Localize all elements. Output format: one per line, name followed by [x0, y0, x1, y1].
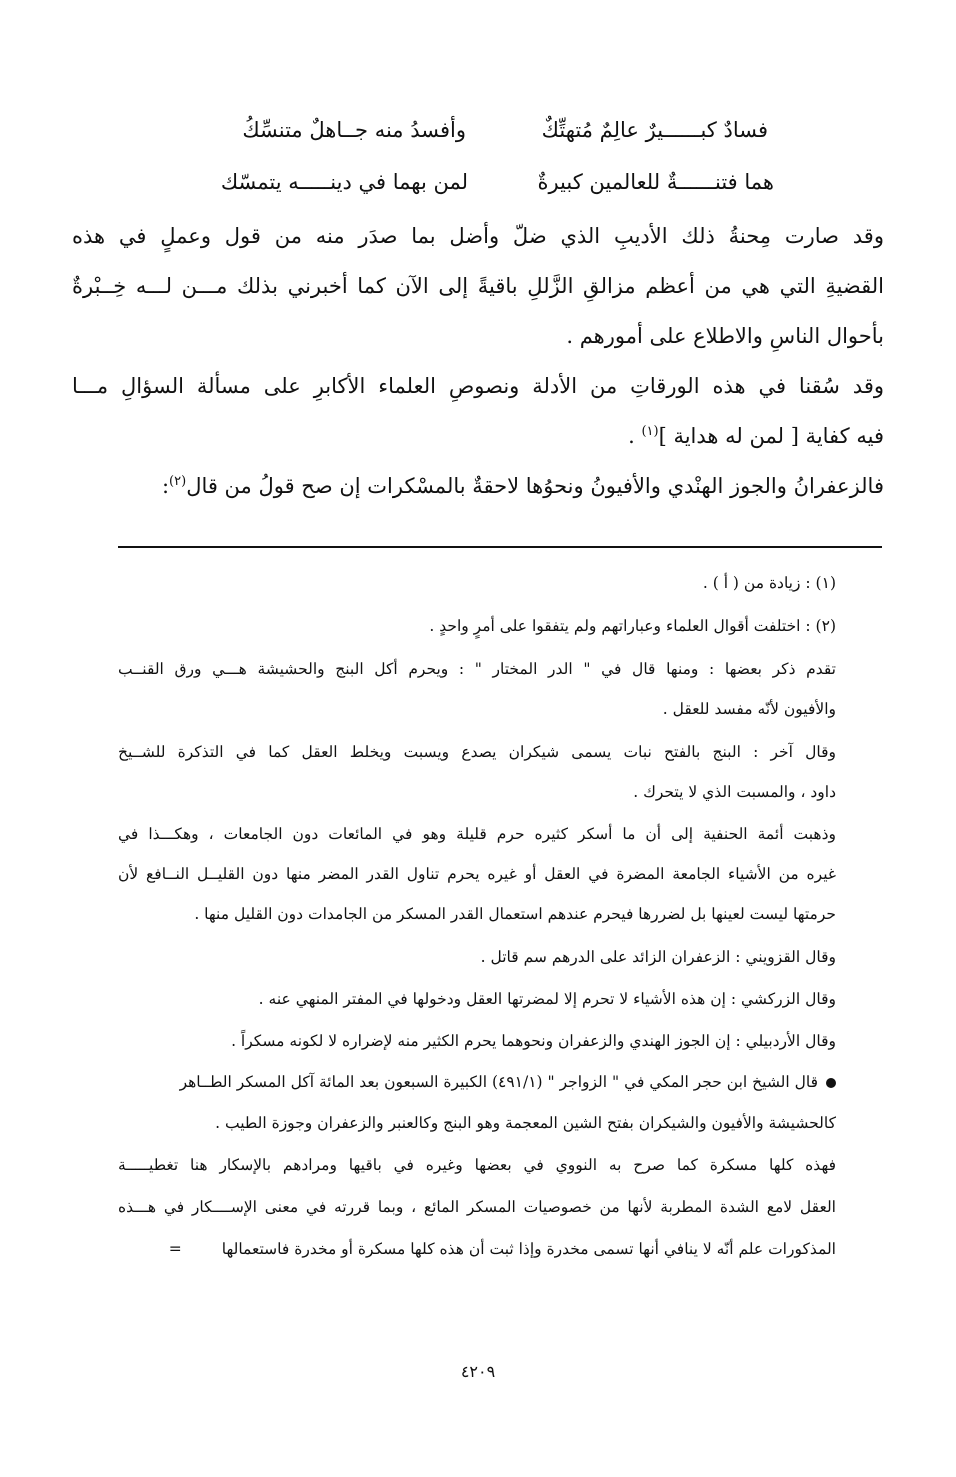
footnote-ref-2: (٢) [169, 474, 187, 489]
body-line-1: وقد صارت مِحنةُ ذلك الأديبِ الذي ضلّ وأضل بما صدَر منه من قول وعملٍ في هذه [72, 224, 884, 248]
body-line-3: بأحوال الناسِ والاطلاع على أمورهم . [566, 324, 884, 348]
bullet-icon [826, 1078, 836, 1088]
body-line-5 [72, 424, 884, 448]
body-line-6 [72, 474, 884, 498]
footnote-line: وذهبت أئمة الحنفية إلى أن ما أسكر كثيره حرم قليلة وهو في المائعات دون الجامعات ، وهكـــذا في [118, 825, 836, 843]
verse-1-second-hemistich: وأفسدُ منه جــاهلٌ متنسِّكُ [242, 118, 466, 142]
continuation-mark: = [168, 1240, 182, 1258]
footnote-ref-1: (١) [641, 424, 659, 439]
footnote-bullet-line [118, 1073, 836, 1091]
footnote-line: وقال الأردبيلي : إن الجوز الهندي والزعفران ونحوهما يحرم الكثير منه لإضراره لا لكونه مسكراً . [231, 1032, 836, 1050]
body-line-6-end: : [161, 474, 170, 498]
footnote-line: فهذه كلها مسكرة كما صرح به النووي في بعضها وغيره في باقيها ومرادهم بالإسكار هنا تغطيـــــة [118, 1156, 836, 1174]
footnote-line: قال الشيخ ابن حجر المكي في " الزواجر " (٤٩١/١) الكبيرة السبعون بعد المائة آكل المسكر الطــاهر [179, 1073, 818, 1091]
footnote-line: حرمتها ليست لعينها بل لضررها فيحرم عندهم استعمال القدر المسكر من الجامدات دون القليل منها . [194, 905, 836, 923]
page-number: ٤٢٠٩ [460, 1362, 496, 1381]
footnote-line: كالحشيشة والأفيون والشيكران بفتح الشين المعجمة وهو البنج وكالعنبر والزعفران وجوزة الطيب . [215, 1114, 836, 1132]
footnote-2: (٢) : اختلفت أقوال العلماء وعباراتهم ولم يتفقوا على أمرٍ واحدٍ . [429, 617, 836, 635]
footnote-line: والأفيون لأنّه مفسد للعقل . [662, 700, 836, 718]
body-line-5-end: . [628, 424, 642, 448]
footnote-line: وقال آخر : البنج بالفتح نبات يسمى شيكران يصدع ويسبت ويخلط العقل كما في التذكرة للشــيخ [118, 743, 836, 761]
footnote-separator [118, 546, 882, 548]
footnote-line: تقدم ذكر بعضها : ومنها قال في " الدر المختار " : ويحرم أكل البنج والحشيشة هـــي ورق القنــب [118, 660, 836, 678]
verse-1-first-hemistich: فسادٌ كبــــــيرٌ عالِمٌ مُتهتِّكٌ [541, 118, 768, 142]
footnote-line: وقال القزويني : الزعفران الزائد على الدرهم سم قاتل . [480, 948, 836, 966]
verse-2-first-hemistich: هما فتنــــــةٌ للعالمين كبيرةٌ [537, 170, 774, 194]
body-line-5-text: فيه كفاية [ لمن له هداية ] [658, 424, 884, 448]
body-line-4: وقد سُقنا في هذه الورقاتِ من الأدلة ونصوصِ العلماء الأكابرِ على مسألة السؤالِ مـــا [72, 374, 884, 398]
footnote-line: العقل لامع الشدة المطربة لأنها من خصوصيات المسكر المائع ، وبما قررته في معنى الإســــكار في هـــذه [118, 1198, 836, 1216]
footnote-line: المذكورات علم أنّه لا ينافي أنها تسمى مخدرة وإذا ثبت أن هذه كلها مسكرة أو مخدرة فاستعمالها [221, 1240, 836, 1258]
body-line-6-text: فالزعفرانُ والجوز الهنْدي والأفيونُ ونحوُها لاحقةٌ بالمسْكرات إن صح قولُ من قال [186, 474, 884, 498]
body-line-2: القضيةِ التي هي من أعظم مزالقِ الزَّللِ باقيةً إلى الآن كما أخبرني بذلك مـــن لـــه خِــبْرةٌ [72, 274, 884, 298]
verse-2-second-hemistich: لمن بهما في دينـــــه يتمسّك [220, 170, 468, 194]
footnote-line: وقال الزركشي : إن هذه الأشياء لا تحرم إلا لمضرتها العقل ودخولها في المفتر المنهي عنه . [258, 990, 836, 1008]
footnote-line: داود ، والمسبت الذي لا يتحرك . [633, 783, 836, 801]
footnote-1: (١) : زيادة من ( أ ) . [702, 574, 836, 592]
footnote-last-line [118, 1240, 836, 1258]
footnote-line: غيره من الأشياء الجامعة المضرة في العقل أو غيره يحرم تناول القدر المضر منها دون القليــل النــافع لأن [118, 865, 836, 883]
